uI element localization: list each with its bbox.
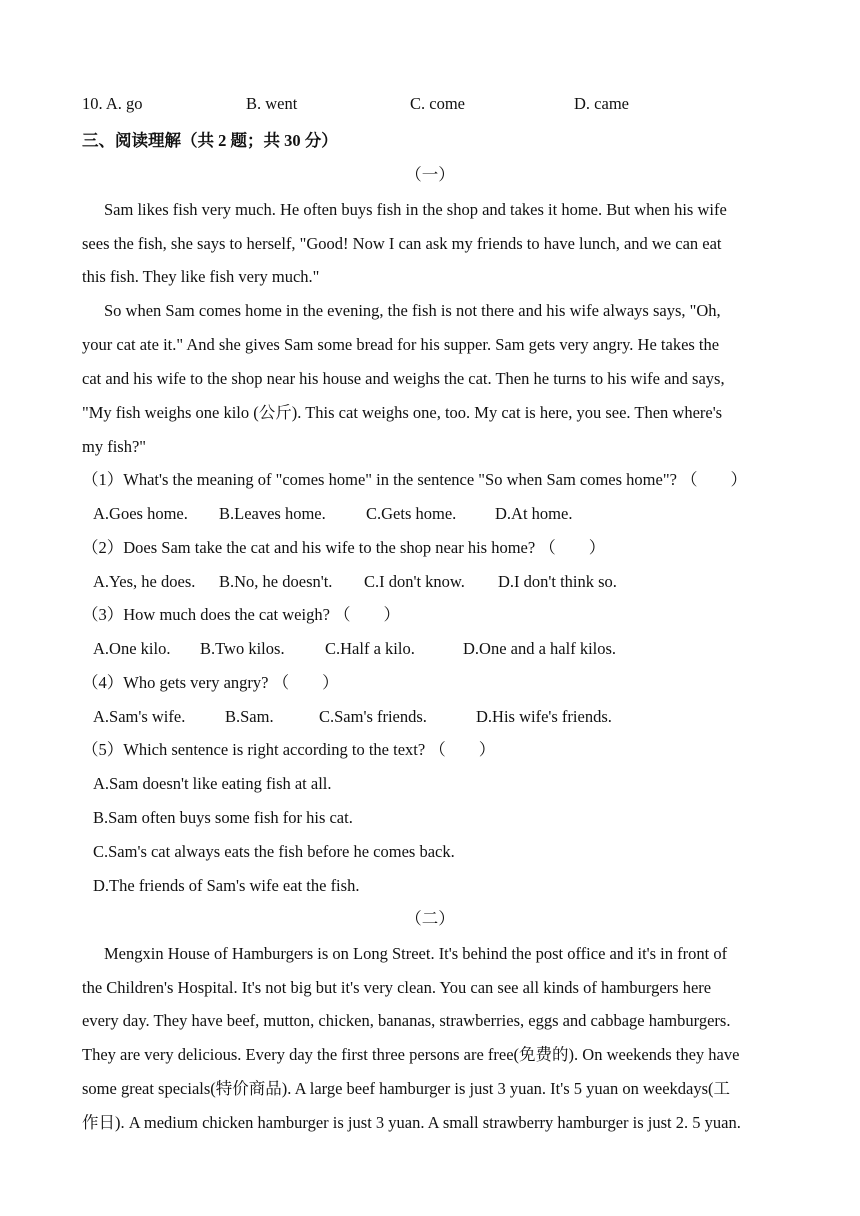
q1-option-c: C.Gets home. (366, 504, 457, 523)
q5-option-b: B.Sam often buys some fish for his cat. (93, 808, 353, 827)
prev-question-row (0, 94, 860, 114)
q5-option-d: D.The friends of Sam's wife eat the fish. (93, 876, 360, 895)
option-b: B. went (246, 94, 298, 113)
q4-option-a: A.Sam's wife. (93, 707, 186, 726)
passage1-line: this fish. They like fish very much." (82, 267, 320, 286)
question-1: （1）What's the meaning of "comes home" in the sentence "So when Sam comes home"? （ ） (82, 470, 748, 489)
passage1-heading: （一） (405, 165, 455, 184)
q3-option-c: C.Half a kilo. (325, 639, 415, 658)
passage2-line: 作日). A medium chicken hamburger is just 3 yuan. A small strawberry hamburger is just 2. 5 yuan. (82, 1113, 741, 1132)
q2-option-c: C.I don't know. (364, 572, 465, 591)
option-a: 10. A. go (82, 94, 143, 113)
option-d: D. came (574, 94, 629, 113)
question-4: （4）Who gets very angry? （ ） (82, 673, 339, 692)
question-5: （5）Which sentence is right according to the text? （ ） (82, 740, 496, 759)
option-c: C. come (410, 94, 465, 113)
q4-option-c: C.Sam's friends. (319, 707, 427, 726)
passage2-heading: （二） (405, 909, 455, 928)
section-title: 三、阅读理解（共 2 题；共 30 分） (82, 131, 338, 150)
question-3: （3）How much does the cat weigh? （ ） (82, 605, 401, 624)
passage1-line: "My fish weighs one kilo (公斤). This cat weighs one, too. My cat is here, you see. Then where's (82, 403, 723, 422)
passage2-line: Mengxin House of Hamburgers is on Long Street. It's behind the post office and it's in front of (104, 944, 728, 963)
passage1-line: your cat ate it." And she gives Sam some bread for his supper. Sam gets very angry. He takes the (82, 335, 720, 354)
question-1-options (0, 504, 860, 524)
passage2-line: every day. They have beef, mutton, chicken, bananas, strawberries, eggs and cabbage hamburgers. (82, 1011, 731, 1030)
passage1-line: So when Sam comes home in the evening, the fish is not there and his wife always says, "Oh, (104, 301, 721, 320)
q5-option-a: A.Sam doesn't like eating fish at all. (93, 774, 332, 793)
q2-option-a: A.Yes, he does. (93, 572, 196, 591)
passage1-line: Sam likes fish very much. He often buys fish in the shop and takes it home. But when his wife (104, 200, 727, 219)
question-4-options (0, 707, 860, 727)
q1-option-a: A.Goes home. (93, 504, 188, 523)
q4-option-d: D.His wife's friends. (476, 707, 612, 726)
passage2-line: the Children's Hospital. It's not big but it's very clean. You can see all kinds of hamburgers here (82, 978, 712, 997)
q1-option-b: B.Leaves home. (219, 504, 326, 523)
q3-option-a: A.One kilo. (93, 639, 171, 658)
q1-option-d: D.At home. (495, 504, 573, 523)
question-2: （2）Does Sam take the cat and his wife to the shop near his home? （ ） (82, 538, 606, 557)
q2-option-b: B.No, he doesn't. (219, 572, 333, 591)
q5-option-c: C.Sam's cat always eats the fish before he comes back. (93, 842, 455, 861)
q2-option-d: D.I don't think so. (498, 572, 617, 591)
question-3-options (0, 639, 860, 659)
q3-option-b: B.Two kilos. (200, 639, 285, 658)
q3-option-d: D.One and a half kilos. (463, 639, 617, 658)
passage1-line: my fish?" (82, 437, 147, 456)
passage2-line: They are very delicious. Every day the first three persons are free(免费的). On weekends they have (82, 1045, 740, 1064)
q4-option-b: B.Sam. (225, 707, 274, 726)
passage2-line: some great specials(特价商品). A large beef hamburger is just 3 yuan. It's 5 yuan on weekdays(工 (82, 1079, 731, 1098)
passage1-line: cat and his wife to the shop near his house and weighs the cat. Then he turns to his wife and says, (82, 369, 725, 388)
passage1-line: sees the fish, she says to herself, "Good! Now I can ask my friends to have lunch, and we can eat (82, 234, 722, 253)
question-2-options (0, 572, 860, 592)
